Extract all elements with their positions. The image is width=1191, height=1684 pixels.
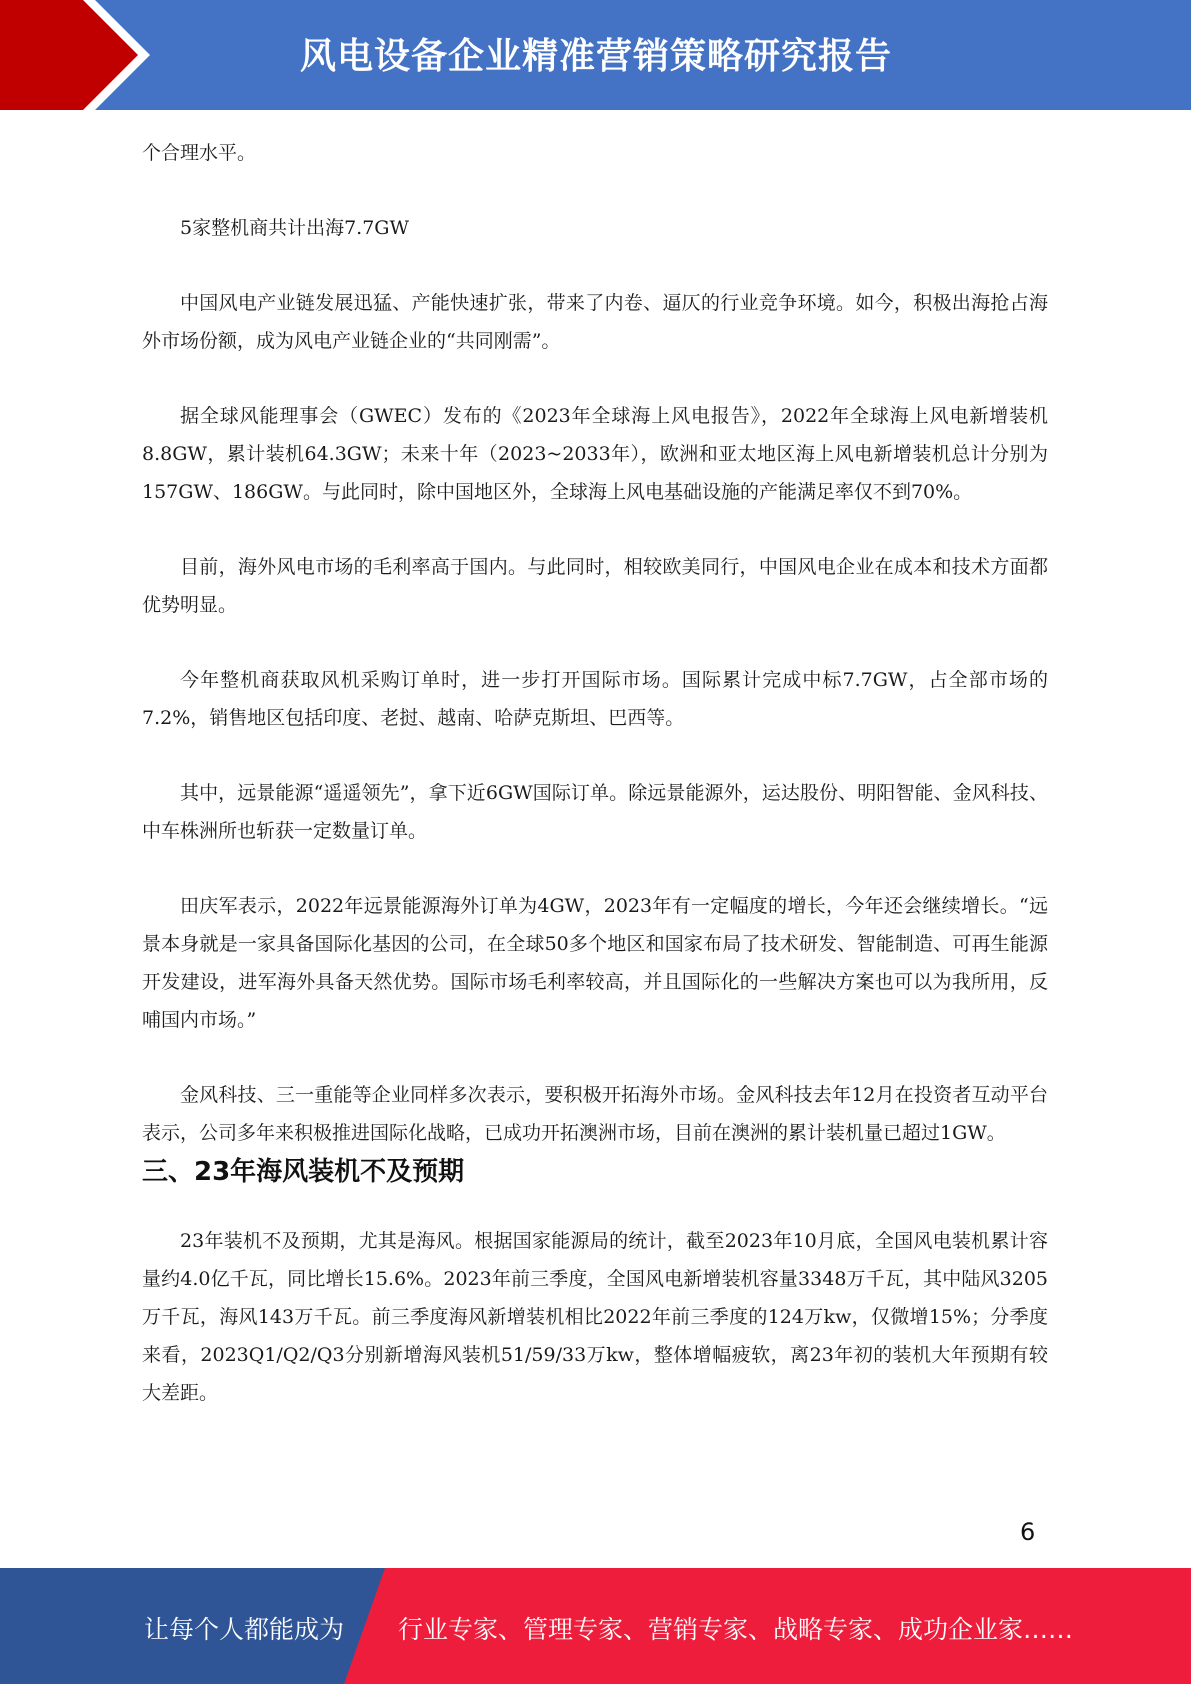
paragraph-offshore-installation: 23年装机不及预期，尤其是海风。根据国家能源局的统计，截至2023年10月底，全国风电装机累计容量约4.0亿千瓦，同比增长15.6%。2023年前三季度，全国风电新增装机容量3348万千瓦，其中陆风3205万千瓦，海风143万千瓦。前三季度海风新增装机相比2022年前三季度的124万kw，仅微增15%；分季度来看，2023Q1/Q2/Q3分别新增海风装机51/59/33万kw，整体增幅疲软，离23年初的装机大年预期有较大差距。 bbox=[142, 1230, 1048, 1404]
paragraph-envision-lead: 其中，远景能源“遥遥领先”，拿下近6GW国际订单。除远景能源外，运达股份、明阳智能、金风科技、中车株洲所也斩获一定数量订单。 bbox=[142, 782, 1048, 842]
paragraph-gross-margin: 目前，海外风电市场的毛利率高于国内。与此同时，相较欧美同行，中国风电企业在成本和技术方面都优势明显。 bbox=[142, 556, 1048, 616]
page-header bbox=[0, 0, 1191, 110]
paragraph-goldwind: 金风科技、三一重能等企业同样多次表示，要积极开拓海外市场。金风科技去年12月在投资者互动平台表示，公司多年来积极推进国际化战略，已成功开拓澳洲市场，目前在澳洲的累计装机量已超过1GW。 bbox=[142, 1084, 1048, 1144]
paragraph-international-orders: 今年整机商获取风机采购订单时，进一步打开国际市场。国际累计完成中标7.7GW，占全部市场的7.2%，销售地区包括印度、老挝、越南、哈萨克斯坦、巴西等。 bbox=[142, 669, 1048, 729]
paragraph-tian-qingjun: 田庆军表示，2022年远景能源海外订单为4GW，2023年有一定幅度的增长，今年还会继续增长。“远景本身就是一家具备国际化基因的公司，在全球50多个地区和国家布局了技术研发、智能制造、可再生能源开发建设，进军海外具备天然优势。国际市场毛利率较高，并且国际化的一些解决方案也可以为我所用，反哺国内市场。” bbox=[142, 895, 1048, 1031]
footer-slogan-left: 让每个人都能成为 bbox=[144, 1615, 345, 1644]
paragraph-gwec-report: 据全球风能理事会（GWEC）发布的《2023年全球海上风电报告》，2022年全球海上风电新增装机8.8GW，累计装机64.3GW；未来十年（2023~2033年），欧洲和亚太地区海上风电新增装机总计分别为157GW、186GW。与此同时，除中国地区外，全球海上风电基础设施的产能满足率仅不到70%。 bbox=[142, 405, 1048, 503]
page-number: 6 bbox=[1020, 1518, 1036, 1546]
section-heading: 三、23年海风装机不及预期 bbox=[142, 1157, 465, 1187]
page-footer bbox=[0, 1568, 1191, 1684]
paragraph-continuation: 个合理水平。 bbox=[142, 142, 257, 164]
footer-slogan-right: 行业专家、管理专家、营销专家、战略专家、成功企业家…… bbox=[398, 1615, 1074, 1644]
paragraph-industry-competition: 中国风电产业链发展迅猛、产能快速扩张，带来了内卷、逼仄的行业竞争环境。如今，积极出海抢占海外市场份额，成为风电产业链企业的“共同刚需”。 bbox=[142, 292, 1048, 352]
subheading-overseas: 5家整机商共计出海7.7GW bbox=[180, 217, 410, 239]
page-title: 风电设备企业精准营销策略研究报告 bbox=[300, 36, 893, 77]
document-body bbox=[142, 134, 1048, 1412]
